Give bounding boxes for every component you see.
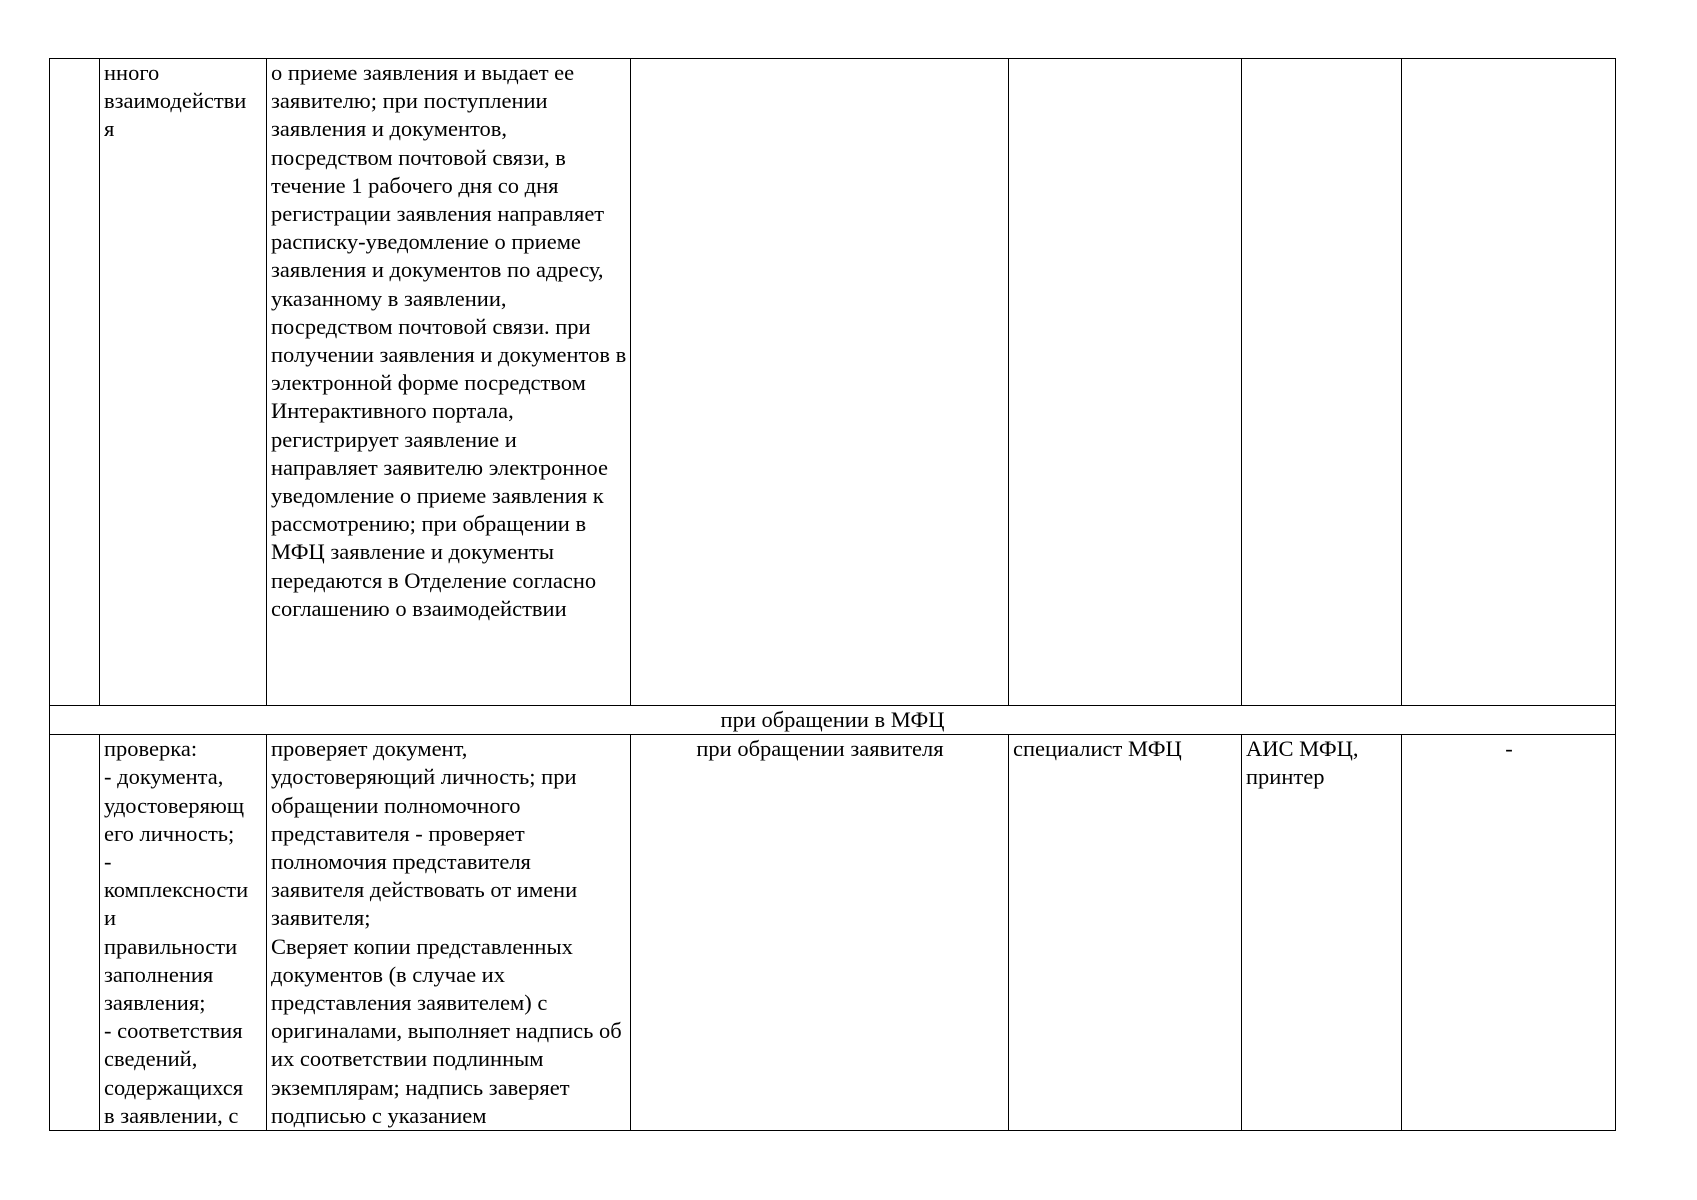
performer-cell: специалист МФЦ bbox=[1009, 735, 1242, 1131]
resources-cell bbox=[1242, 59, 1402, 706]
section-header: при обращении в МФЦ bbox=[50, 706, 1616, 735]
table-row bbox=[50, 59, 1616, 706]
execution-condition-cell: при обращении заявителя bbox=[631, 735, 1009, 1131]
execution-condition-cell bbox=[631, 59, 1009, 706]
forms-cell bbox=[1402, 59, 1616, 706]
procedure-description-cell: проверяет документ, удостоверяющий личность; при обращении полномочного представителя - проверяет полномочия представителя заявителя действовать от имени заявителя; Сверяет копии представленных документов (в случае их представления заявителем) с оригиналами, выполняет надпись об их соответствии подлинным экземплярам; надпись заверяет подписью с указанием bbox=[267, 735, 631, 1131]
procedure-action-cell: нного взаимодействи я bbox=[100, 59, 267, 706]
section-row bbox=[50, 706, 1616, 735]
procedure-description-cell: о приеме заявления и выдает ее заявителю; при поступлении заявления и документов, посредством почтовой связи, в течение 1 рабочего дня со дня регистрации заявления направляет расписку-уведомление о приеме заявления и документов по адресу, указанному в заявлении, посредством почтовой связи. при получении заявления и документов в электронной форме посредством Интерактивного портала, регистрирует заявление и направляет заявителю электронное уведомление о приеме заявления к рассмотрению; при обращении в МФЦ заявление и документы передаются в Отделение согласно соглашению о взаимодействии bbox=[267, 59, 631, 706]
performer-cell bbox=[1009, 59, 1242, 706]
step-number-cell bbox=[50, 59, 100, 706]
step-number-cell bbox=[50, 735, 100, 1131]
procedure-table bbox=[49, 58, 1616, 1131]
table-row bbox=[50, 735, 1616, 1131]
forms-cell: - bbox=[1402, 735, 1616, 1131]
resources-cell: АИС МФЦ, принтер bbox=[1242, 735, 1402, 1131]
procedure-action-cell: проверка: - документа, удостоверяющ его личность; - комплексности и правильности заполнения заявления; - соответствия сведений, содержащихся в заявлении, с bbox=[100, 735, 267, 1131]
